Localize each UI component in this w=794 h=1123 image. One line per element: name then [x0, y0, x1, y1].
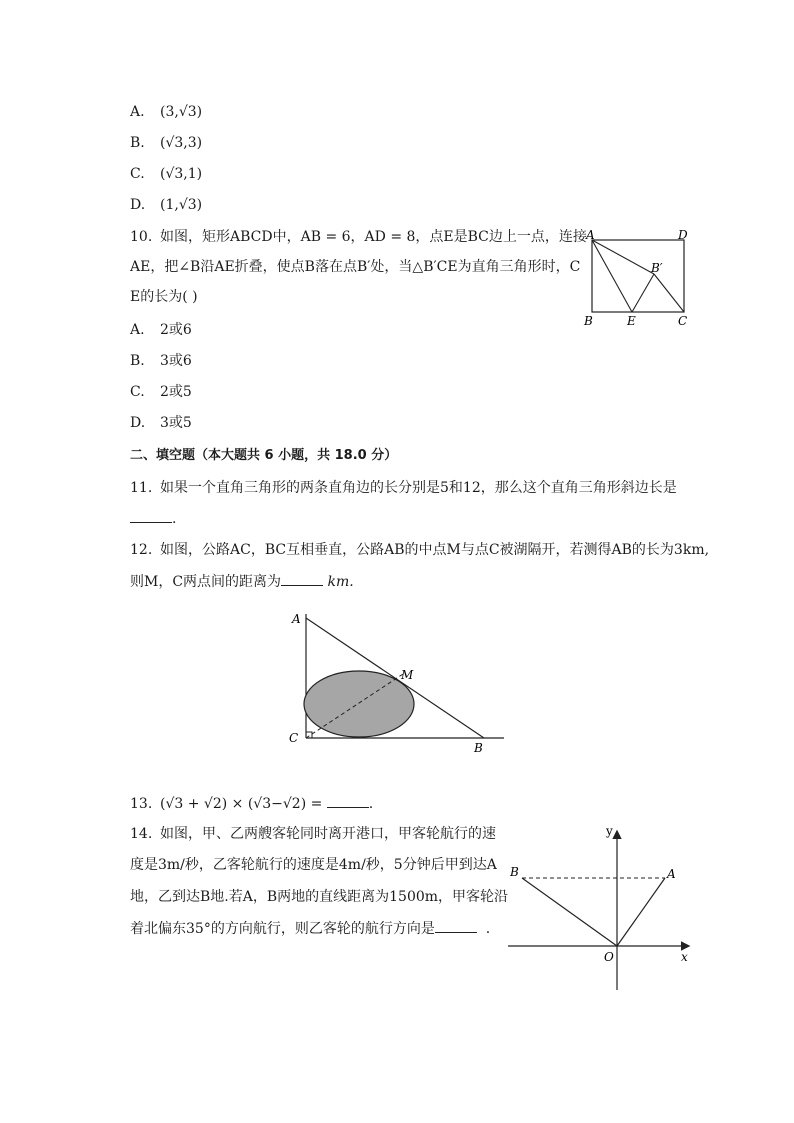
q12-line1: 12. 如图，公路AC，BC互相垂直，公路AB的中点M与点C被湖隔开，若测得AB的长为3km,: [130, 542, 710, 558]
q11-line1: 11. 如果一个直角三角形的两条直角边的长分别是5和12，那么这个直角三角形斜边长是: [130, 480, 677, 496]
q12-answer-blank[interactable]: [281, 571, 323, 586]
q13-answer-blank[interactable]: [327, 793, 369, 808]
q14-line4: 着北偏东35°的方向航行，则乙客轮的航行方向是 .: [130, 918, 490, 939]
q9-option-b: B. (√3,3): [130, 135, 203, 151]
q14-label-b: B: [510, 865, 519, 879]
q10-rectangle-figure: [578, 228, 698, 332]
q11-answer-blank[interactable]: [130, 508, 172, 523]
q13-line: 13. (√3 + √2) × (√3−√2) = .: [130, 793, 373, 814]
q14-axes-figure: [500, 822, 700, 994]
q12-label-b: B: [474, 741, 483, 755]
q10-label-c: C: [678, 314, 688, 328]
section-heading: 二、填空题（本大题共 6 小题，共 18.0 分）: [130, 448, 398, 463]
q10-label-bp: B′: [651, 261, 663, 275]
q10-line2: AE，把∠B沿AE折叠，使点B落在点B′处，当△B′CE为直角三角形时，C: [130, 259, 581, 275]
q10-line3: E的长为( ): [130, 289, 198, 305]
q14-label-y: y: [606, 824, 613, 838]
q12-line2: 则M，C两点间的距离为 km.: [130, 571, 354, 592]
q14-answer-blank[interactable]: [435, 918, 477, 933]
q9-option-d: D. (1,√3): [130, 197, 203, 213]
q14-label-a: A: [667, 867, 676, 881]
q9-option-c: C. (√3,1): [130, 166, 203, 182]
q14-line1: 14. 如图，甲、乙两艘客轮同时离开港口，甲客轮航行的速: [130, 826, 496, 842]
q12-label-m: M: [401, 668, 414, 682]
q14-line3: 地，乙到达B地.若A，B两地的直线距离为1500m，甲客轮沿: [130, 889, 509, 905]
q14-label-x: x: [681, 950, 688, 964]
q10-label-b: B: [584, 314, 593, 328]
q10-option-d: D. 3或5: [130, 415, 192, 431]
q12-label-a: A: [292, 612, 301, 626]
q11-line2: .: [130, 508, 176, 529]
q10-option-b: B. 3或6: [130, 353, 192, 369]
q10-line1: 10. 如图，矩形ABCD中，AB = 6，AD = 8，点E是BC边上一点，连接: [130, 229, 587, 245]
q10-option-c: C. 2或5: [130, 384, 192, 400]
q14-line2: 度是3m/秒，乙客轮航行的速度是4m/秒，5分钟后甲到达A: [130, 857, 497, 873]
q10-label-a: A: [586, 228, 595, 242]
q10-option-a: A. 2或6: [130, 322, 192, 338]
q10-label-e: E: [627, 314, 636, 328]
q12-lake-figure: [284, 604, 514, 758]
q10-label-d: D: [678, 228, 688, 242]
q9-option-a: A. (3,√3): [130, 104, 203, 120]
q12-label-c: C: [289, 731, 299, 745]
q14-label-o: O: [604, 950, 614, 964]
